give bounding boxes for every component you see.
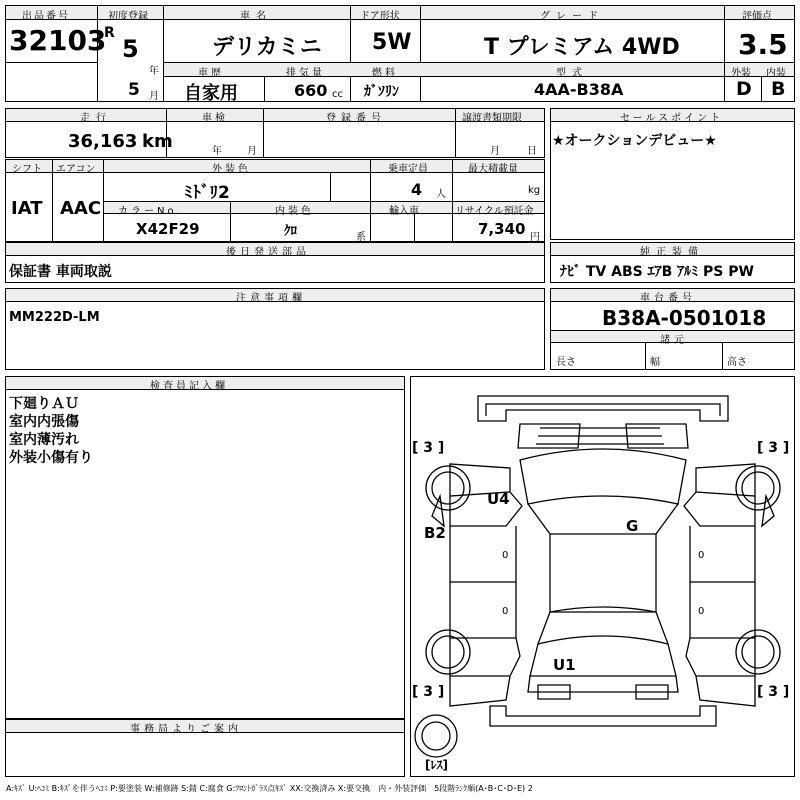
legend: A:ｷｽﾞ U:ﾍｺﾐ B:ｷｽﾞを伴うﾍｺﾐ P:要塗装 W:補修跡 S:錆 C:腐食 G:ﾌﾛﾝﾄｶﾞﾗｽ点ｷｽﾞ XX:交換済み X:要交換 内・外装評価 5段階ﾗﾝｸ順(A･B･C･D･E) 2 — [6, 784, 533, 793]
shift-label: シフト — [12, 164, 42, 175]
grade-label: グレード — [540, 11, 604, 22]
tire-front-right: [ 3 ] — [757, 440, 790, 456]
history: 自家用 — [184, 83, 238, 104]
lot-number: 32103 — [9, 24, 107, 57]
later-parts: 保証書 車両取説 — [9, 264, 112, 280]
car-name-label: 車名 — [240, 11, 272, 22]
dims-label: 諸元 — [660, 335, 688, 346]
chassis-number: B38A-0501018 — [602, 306, 767, 330]
recycle-fee: 7,340 — [478, 220, 526, 238]
notes: MM222D-LM — [9, 310, 100, 325]
office-label: 事務局よりご案内 — [130, 724, 242, 735]
capacity: 4 — [411, 180, 423, 199]
shift: IAT — [11, 198, 43, 219]
recycle-label: リサイクル預託金 — [455, 206, 534, 217]
reg-month: 5 — [128, 80, 140, 100]
dims-length: 長さ — [556, 357, 576, 368]
ext-score: D — [736, 78, 752, 100]
mileage-label: 走行 — [80, 113, 112, 124]
car-name: デリカミニ — [212, 35, 322, 60]
chassis-label: 車台番号 — [640, 293, 696, 304]
inspector-line: 室内内張傷 — [9, 414, 79, 430]
fuel: ｶﾞｿﾘﾝ — [364, 84, 399, 100]
damage-mark-g: G — [626, 517, 639, 535]
inspector-line: 下廻りＡＵ — [9, 396, 79, 412]
lot-label: 出品番号 — [22, 11, 70, 22]
reg-label: 初度登録 — [108, 11, 148, 22]
intcolor-label: 内装色 — [275, 206, 314, 217]
fuel-label: 燃料 — [372, 68, 398, 79]
capacity-label: 乗車定員 — [388, 164, 428, 175]
capacity-unit: 人 — [436, 189, 446, 200]
inspector-line: 外装小傷有り — [9, 450, 93, 466]
model-code: 4AA-B38A — [534, 80, 624, 99]
color: ﾐﾄﾞﾘ2 — [184, 183, 230, 203]
reg-month-unit: 月 — [149, 91, 159, 102]
score: 3.5 — [738, 28, 788, 61]
equipment-label: 純正装備 — [640, 247, 704, 258]
load-unit: kg — [528, 185, 541, 196]
mileage: 36,163 — [68, 131, 138, 152]
door-handle-mark: 0 — [502, 550, 509, 561]
notes-label: 注意事項欄 — [236, 293, 306, 304]
reg-era: R — [104, 25, 115, 41]
dims-width: 幅 — [650, 357, 660, 368]
transfer-month-unit: 月 — [490, 146, 500, 157]
transfer-label: 譲渡書類期限 — [462, 113, 522, 124]
tire-rear-left: [ 3 ] — [412, 684, 445, 700]
car-outline — [410, 376, 795, 777]
color-label: 外装色 — [212, 164, 251, 175]
dims-height: 高さ — [727, 357, 747, 368]
damage-mark-b2: B2 — [424, 524, 446, 542]
insp-year-unit: 年 — [212, 146, 222, 157]
intcolor-unit: 系 — [356, 232, 366, 243]
mileage-unit: km — [142, 131, 173, 152]
ac-label: エアコン — [56, 164, 96, 175]
recycle-unit: 円 — [530, 232, 540, 243]
int-score: B — [771, 78, 786, 100]
reg-year-unit: 年 — [149, 66, 159, 77]
sales-point: ★オークションデビュー★ — [552, 133, 717, 149]
displacement: 660 — [294, 81, 328, 100]
regno-label: 登録番号 — [326, 113, 386, 124]
spare-tire: [ﾚｽ] — [425, 758, 448, 772]
reg-year: 5 — [122, 35, 139, 63]
damage-mark-u1: U1 — [553, 656, 576, 674]
sales-point-block — [550, 108, 795, 240]
disp-label: 排気量 — [286, 68, 325, 79]
damage-mark-u4: U4 — [487, 490, 510, 508]
import-label: 輸入車 — [389, 206, 419, 217]
ext-label: 外装 — [731, 68, 751, 79]
grade: T プレミアム 4WD — [484, 35, 680, 60]
model-label: 型式 — [556, 68, 588, 79]
tire-rear-right: [ 3 ] — [757, 684, 790, 700]
later-parts-label: 後日発送部品 — [226, 247, 310, 258]
score-label: 評価点 — [742, 11, 772, 22]
door-type: 5W — [372, 30, 412, 55]
history-label: 車歴 — [198, 68, 224, 79]
inspector-line: 室内薄汚れ — [9, 432, 79, 448]
int-label: 内装 — [766, 68, 786, 79]
interior-color: ｸﾛ — [284, 224, 297, 239]
transfer-day-unit: 日 — [527, 146, 537, 157]
door-label: ドア形状 — [360, 11, 400, 22]
door-handle-mark: 0 — [698, 550, 705, 561]
aircon: AAC — [60, 198, 102, 219]
load-label: 最大積載量 — [468, 164, 518, 175]
door-handle-mark: 0 — [698, 606, 705, 617]
inspector-label: 検査員記入欄 — [150, 381, 228, 392]
equipment: ﾅﾋﾞ TV ABS ｴｱB ｱﾙﾐ PS PW — [560, 264, 754, 280]
door-handle-mark: 0 — [502, 606, 509, 617]
tire-front-left: [ 3 ] — [412, 440, 445, 456]
inspection-label: 車検 — [202, 113, 228, 124]
insp-month-unit: 月 — [247, 146, 257, 157]
colorno-label: カラーNo. — [118, 206, 183, 217]
sales-label: セールスポイント — [620, 113, 724, 124]
color-number: X42F29 — [136, 220, 200, 238]
disp-unit: cc — [332, 89, 343, 100]
